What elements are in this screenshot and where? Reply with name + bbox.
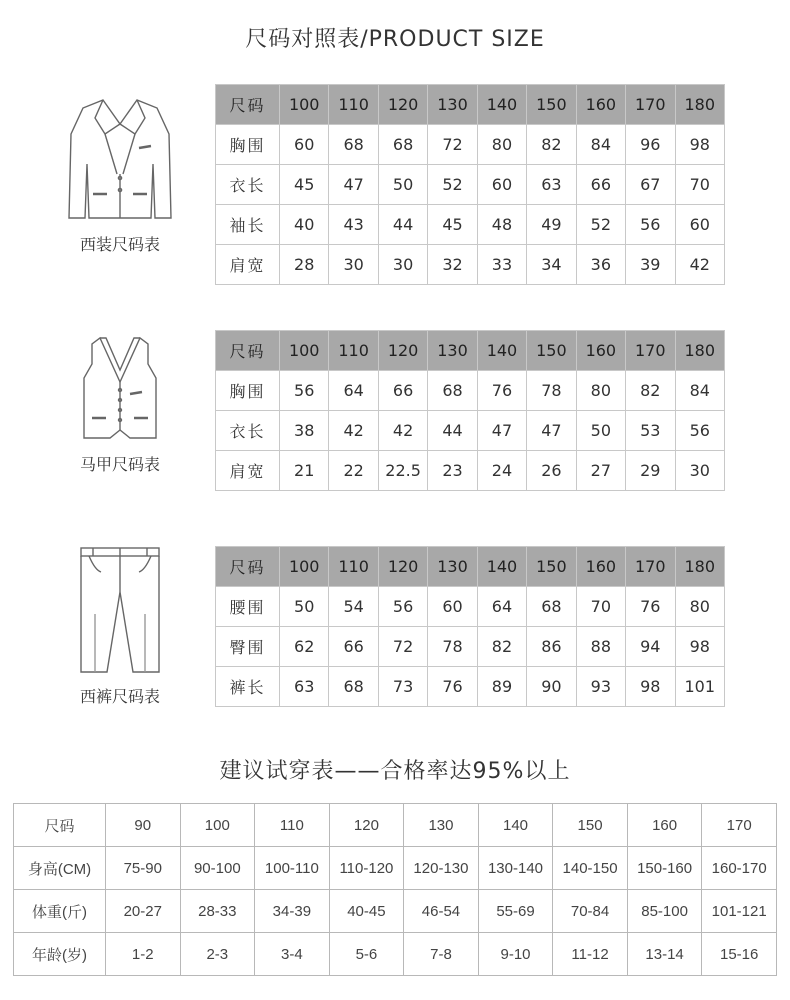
table-cell: 120-130 <box>404 847 479 890</box>
table-cell: 80 <box>576 371 625 411</box>
row-label: 臀围 <box>216 627 280 667</box>
table-cell: 46-54 <box>404 890 479 933</box>
table-cell: 66 <box>329 627 378 667</box>
table-cell: 49 <box>527 205 576 245</box>
table-cell: 13-14 <box>627 933 702 976</box>
table-cell: 44 <box>428 411 477 451</box>
header-cell: 100 <box>280 331 329 371</box>
table-cell: 42 <box>675 245 725 285</box>
table-cell: 60 <box>428 587 477 627</box>
table-cell: 170 <box>702 804 777 847</box>
table-cell: 60 <box>280 125 329 165</box>
vest-icon <box>80 334 160 444</box>
table-cell: 85-100 <box>627 890 702 933</box>
table-cell: 34-39 <box>255 890 330 933</box>
table-cell: 50 <box>576 411 625 451</box>
table-cell: 48 <box>477 205 526 245</box>
table-cell: 5-6 <box>329 933 404 976</box>
table-cell: 56 <box>280 371 329 411</box>
fit-recommendation-table <box>13 803 777 976</box>
table-cell: 72 <box>378 627 427 667</box>
table-cell: 40-45 <box>329 890 404 933</box>
table-cell: 39 <box>626 245 675 285</box>
table-cell: 22.5 <box>378 451 427 491</box>
table-cell: 38 <box>280 411 329 451</box>
table-cell: 70 <box>675 165 725 205</box>
table-cell: 110 <box>255 804 330 847</box>
row-label: 衣长 <box>216 411 280 451</box>
suit-label: 西装尺码表 <box>79 235 160 254</box>
table-cell: 88 <box>576 627 625 667</box>
header-cell: 尺码 <box>216 331 280 371</box>
table-cell: 68 <box>378 125 427 165</box>
header-cell: 160 <box>576 547 625 587</box>
table-cell: 2-3 <box>180 933 255 976</box>
table-cell: 56 <box>675 411 725 451</box>
table-row <box>216 627 725 667</box>
header-cell: 120 <box>378 331 427 371</box>
trousers-label: 西裤尺码表 <box>79 687 160 706</box>
header-cell: 180 <box>675 547 725 587</box>
table-cell: 45 <box>428 205 477 245</box>
table-cell: 60 <box>675 205 725 245</box>
table-cell: 42 <box>329 411 378 451</box>
table-cell: 11-12 <box>553 933 628 976</box>
table-cell: 9-10 <box>478 933 553 976</box>
table-cell: 33 <box>477 245 526 285</box>
table-cell: 68 <box>527 587 576 627</box>
header-cell: 110 <box>329 85 378 125</box>
table-row <box>216 371 725 411</box>
header-cell: 110 <box>329 331 378 371</box>
header-cell: 170 <box>626 85 675 125</box>
table-cell: 150-160 <box>627 847 702 890</box>
header-cell: 尺码 <box>216 547 280 587</box>
table-row <box>216 165 725 205</box>
table-cell: 44 <box>378 205 427 245</box>
table-cell: 30 <box>329 245 378 285</box>
table-cell: 130-140 <box>478 847 553 890</box>
table-cell: 52 <box>428 165 477 205</box>
table-cell: 160 <box>627 804 702 847</box>
table-cell: 30 <box>675 451 725 491</box>
header-cell: 140 <box>477 85 526 125</box>
header-cell: 170 <box>626 331 675 371</box>
table-cell: 82 <box>477 627 526 667</box>
table-cell: 50 <box>378 165 427 205</box>
table-cell: 60 <box>477 165 526 205</box>
header-cell: 150 <box>527 331 576 371</box>
table-cell: 21 <box>280 451 329 491</box>
header-cell: 120 <box>378 547 427 587</box>
table-row <box>216 667 725 707</box>
table-cell: 62 <box>280 627 329 667</box>
table-cell: 63 <box>527 165 576 205</box>
table-cell: 70-84 <box>553 890 628 933</box>
table-cell: 100-110 <box>255 847 330 890</box>
table-cell: 50 <box>280 587 329 627</box>
table-cell: 28-33 <box>180 890 255 933</box>
fit-table-title: 建议试穿表——合格率达95%以上 <box>219 759 571 784</box>
table-row <box>216 411 725 451</box>
table-cell: 53 <box>626 411 675 451</box>
table-cell: 80 <box>477 125 526 165</box>
table-cell: 68 <box>329 667 378 707</box>
table-cell: 23 <box>428 451 477 491</box>
table-cell: 67 <box>626 165 675 205</box>
table-cell: 98 <box>626 667 675 707</box>
table-cell: 110-120 <box>329 847 404 890</box>
header-cell: 100 <box>280 547 329 587</box>
table-cell: 72 <box>428 125 477 165</box>
table-cell: 90 <box>106 804 181 847</box>
header-cell: 140 <box>477 331 526 371</box>
table-cell: 24 <box>477 451 526 491</box>
table-cell: 52 <box>576 205 625 245</box>
table-cell: 56 <box>626 205 675 245</box>
trousers-size-table <box>215 546 725 707</box>
table-cell: 68 <box>329 125 378 165</box>
row-label: 肩宽 <box>216 451 280 491</box>
table-cell: 84 <box>675 371 725 411</box>
row-label: 袖长 <box>216 205 280 245</box>
table-cell: 55-69 <box>478 890 553 933</box>
table-row <box>216 205 725 245</box>
header-cell: 尺码 <box>216 85 280 125</box>
table-cell: 76 <box>428 667 477 707</box>
table-cell: 90 <box>527 667 576 707</box>
table-cell: 140-150 <box>553 847 628 890</box>
table-cell: 1-2 <box>106 933 181 976</box>
table-cell: 160-170 <box>702 847 777 890</box>
table-cell: 64 <box>477 587 526 627</box>
table-cell: 78 <box>527 371 576 411</box>
table-cell: 98 <box>675 125 725 165</box>
table-row <box>14 890 777 933</box>
table-cell: 40 <box>280 205 329 245</box>
table-header-row <box>216 85 725 125</box>
table-cell: 84 <box>576 125 625 165</box>
table-cell: 86 <box>527 627 576 667</box>
vest-size-table <box>215 330 725 491</box>
row-label: 年龄(岁) <box>14 933 106 976</box>
table-cell: 66 <box>576 165 625 205</box>
header-cell: 180 <box>675 85 725 125</box>
table-cell: 98 <box>675 627 725 667</box>
vest-label: 马甲尺码表 <box>79 455 160 474</box>
table-cell: 28 <box>280 245 329 285</box>
suit-jacket-icon <box>65 94 175 224</box>
table-cell: 47 <box>527 411 576 451</box>
table-row <box>216 245 725 285</box>
table-cell: 64 <box>329 371 378 411</box>
trousers-icon <box>77 544 163 676</box>
table-cell: 29 <box>626 451 675 491</box>
table-cell: 15-16 <box>702 933 777 976</box>
table-cell: 73 <box>378 667 427 707</box>
suit-size-table <box>215 84 725 285</box>
table-cell: 93 <box>576 667 625 707</box>
header-cell: 110 <box>329 547 378 587</box>
row-label: 腰围 <box>216 587 280 627</box>
header-cell: 130 <box>428 85 477 125</box>
table-row <box>14 804 777 847</box>
suit-illustration <box>60 94 180 255</box>
row-label: 胸围 <box>216 125 280 165</box>
table-cell: 34 <box>527 245 576 285</box>
table-cell: 47 <box>477 411 526 451</box>
table-cell: 94 <box>626 627 675 667</box>
table-cell: 68 <box>428 371 477 411</box>
row-label: 身高(CM) <box>14 847 106 890</box>
table-cell: 22 <box>329 451 378 491</box>
table-cell: 80 <box>675 587 725 627</box>
header-cell: 130 <box>428 547 477 587</box>
header-cell: 150 <box>527 547 576 587</box>
header-cell: 120 <box>378 85 427 125</box>
table-cell: 101 <box>675 667 725 707</box>
table-cell: 36 <box>576 245 625 285</box>
header-cell: 150 <box>527 85 576 125</box>
vest-illustration <box>60 334 180 475</box>
table-row <box>14 847 777 890</box>
header-cell: 130 <box>428 331 477 371</box>
table-cell: 47 <box>329 165 378 205</box>
header-cell: 180 <box>675 331 725 371</box>
table-row <box>14 933 777 976</box>
table-cell: 140 <box>478 804 553 847</box>
table-cell: 3-4 <box>255 933 330 976</box>
table-cell: 54 <box>329 587 378 627</box>
table-cell: 30 <box>378 245 427 285</box>
table-cell: 63 <box>280 667 329 707</box>
header-cell: 100 <box>280 85 329 125</box>
table-cell: 56 <box>378 587 427 627</box>
table-cell: 100 <box>180 804 255 847</box>
row-label: 胸围 <box>216 371 280 411</box>
trousers-illustration <box>60 544 180 707</box>
table-cell: 78 <box>428 627 477 667</box>
table-cell: 76 <box>626 587 675 627</box>
header-cell: 160 <box>576 331 625 371</box>
table-row <box>216 125 725 165</box>
row-label: 裤长 <box>216 667 280 707</box>
table-cell: 26 <box>527 451 576 491</box>
table-cell: 20-27 <box>106 890 181 933</box>
table-cell: 7-8 <box>404 933 479 976</box>
table-cell: 96 <box>626 125 675 165</box>
row-label: 衣长 <box>216 165 280 205</box>
table-cell: 150 <box>553 804 628 847</box>
table-cell: 27 <box>576 451 625 491</box>
table-cell: 76 <box>477 371 526 411</box>
table-cell: 89 <box>477 667 526 707</box>
table-cell: 43 <box>329 205 378 245</box>
table-cell: 130 <box>404 804 479 847</box>
table-header-row <box>216 331 725 371</box>
table-header-row <box>216 547 725 587</box>
row-label: 肩宽 <box>216 245 280 285</box>
table-cell: 42 <box>378 411 427 451</box>
table-cell: 32 <box>428 245 477 285</box>
table-row <box>216 451 725 491</box>
table-cell: 82 <box>626 371 675 411</box>
table-row <box>216 587 725 627</box>
header-cell: 160 <box>576 85 625 125</box>
table-cell: 75-90 <box>106 847 181 890</box>
table-cell: 101-121 <box>702 890 777 933</box>
table-cell: 70 <box>576 587 625 627</box>
table-cell: 120 <box>329 804 404 847</box>
table-cell: 66 <box>378 371 427 411</box>
header-cell: 140 <box>477 547 526 587</box>
table-cell: 45 <box>280 165 329 205</box>
row-label: 尺码 <box>14 804 106 847</box>
table-cell: 82 <box>527 125 576 165</box>
page-title: 尺码对照表/PRODUCT SIZE <box>245 27 545 52</box>
header-cell: 170 <box>626 547 675 587</box>
table-cell: 90-100 <box>180 847 255 890</box>
row-label: 体重(斤) <box>14 890 106 933</box>
